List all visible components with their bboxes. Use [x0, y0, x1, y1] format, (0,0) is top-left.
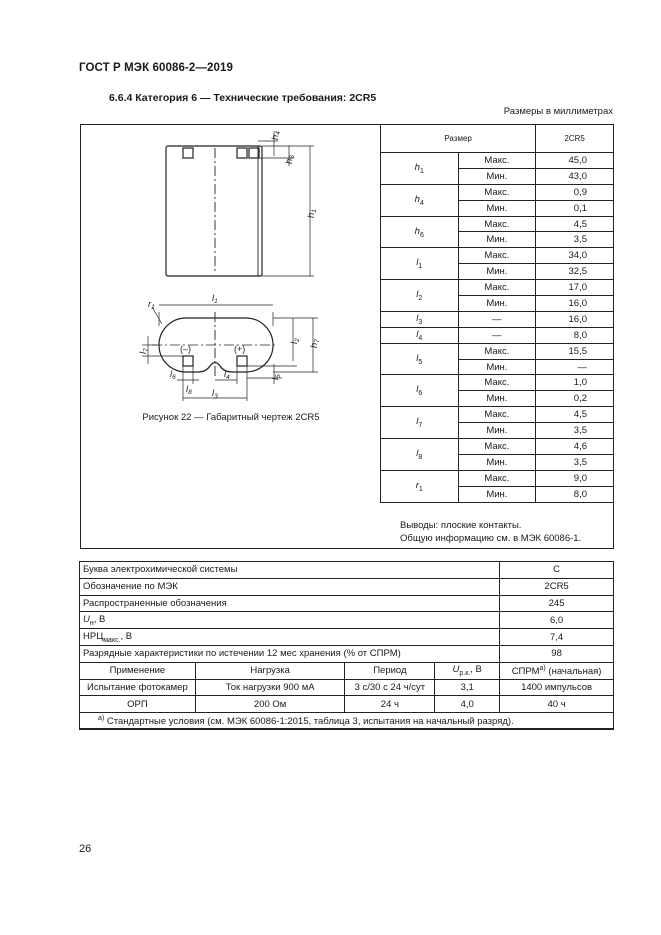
- dimension-value: 32,5: [536, 264, 614, 280]
- table-row: [381, 439, 614, 455]
- document-header: ГОСТ Р МЭК 60086-2—2019: [79, 62, 233, 74]
- limit-label: Макс.: [458, 216, 536, 232]
- dimension-symbol: $l_2$: [381, 280, 459, 312]
- svg-text:h7: $h_7$: [309, 339, 321, 348]
- limit-label: Мин.: [458, 296, 536, 312]
- limit-label: Макс.: [458, 375, 536, 391]
- page-number: 26: [79, 843, 92, 855]
- contact-right: [249, 148, 259, 158]
- limit-label: Макс.: [458, 470, 536, 486]
- table-row: $U_н$, В 6,0: [80, 612, 614, 629]
- dimension-symbol: $l_5$: [381, 343, 459, 375]
- dimension-value: 0,2: [536, 391, 614, 407]
- units-note: Размеры в миллиметрах: [503, 106, 613, 117]
- dimension-value: 16,0: [536, 296, 614, 312]
- contact-left: [183, 148, 193, 158]
- dimension-symbol: $l_7$: [381, 407, 459, 439]
- dimension-value: 1,0: [536, 375, 614, 391]
- table-row: [381, 470, 614, 486]
- table-row: [381, 327, 614, 343]
- table-row: ОРП 200 Ом 24 ч 4,0 40 ч: [80, 696, 614, 713]
- table-row: [381, 248, 614, 264]
- dimension-symbol: $l_6$: [381, 375, 459, 407]
- svg-text:l7: $l_7$: [138, 348, 150, 354]
- section-title: 6.6.4 Категория 6 — Технические требования: 2CR5: [109, 92, 377, 104]
- table-row: [381, 343, 614, 359]
- dimension-symbol: $l_1$: [381, 248, 459, 280]
- table-row: Распространенные обозначения 245: [80, 595, 614, 612]
- contact-mid: [237, 148, 247, 158]
- svg-text:h1: $h_1$: [306, 209, 318, 218]
- table-row: Испытание фотокамер Ток нагрузки 900 мА 3 с/30 с 24 ч/сут 3,1 1400 импульсов: [80, 679, 614, 696]
- limit-label: Макс.: [458, 184, 536, 200]
- limit-label: Макс.: [458, 343, 536, 359]
- col-size: Размер: [381, 125, 536, 153]
- dimension-value: 4,5: [536, 216, 614, 232]
- svg-text:l6: $l_6$: [170, 369, 176, 381]
- table-row: [381, 153, 614, 169]
- table-row: Разрядные характеристики по истечении 12 мес хранения (% от СПРМ) 98: [80, 645, 614, 662]
- limit-label: —: [458, 327, 536, 343]
- dimension-value: 0,1: [536, 200, 614, 216]
- dimension-value: 34,0: [536, 248, 614, 264]
- battery-side-view: [166, 146, 262, 276]
- dimension-symbol: $r_1$: [381, 470, 459, 502]
- dimension-value: 8,0: [536, 327, 614, 343]
- limit-label: Мин.: [458, 232, 536, 248]
- svg-text:r1: $r_1$: [148, 299, 155, 311]
- dimension-value: 9,0: [536, 470, 614, 486]
- dimension-symbol: $h_1$: [381, 153, 459, 185]
- dimension-value: 4,6: [536, 439, 614, 455]
- figure-caption: Рисунок 22 — Габаритный чертеж 2CR5: [142, 412, 320, 423]
- svg-text:l8: $l_8$: [186, 384, 192, 396]
- limit-label: Макс.: [458, 439, 536, 455]
- table-row: [381, 407, 614, 423]
- dimension-value: 16,0: [536, 311, 614, 327]
- svg-text:l3: $l_3$: [212, 388, 218, 400]
- table-row: $НРЦ_{макс.}$, В 7,4: [80, 629, 614, 646]
- dimension-value: 45,0: [536, 153, 614, 169]
- dimension-value: 15,5: [536, 343, 614, 359]
- col-type: 2CR5: [536, 125, 614, 153]
- svg-text:(–): (–): [180, 344, 191, 354]
- limit-label: Макс.: [458, 248, 536, 264]
- battery-drawing: [82, 126, 380, 411]
- dimension-symbol: $l_4$: [381, 327, 459, 343]
- svg-text:(+): (+): [234, 344, 246, 354]
- limit-label: Макс.: [458, 280, 536, 296]
- table-row: Обозначение по МЭК 2CR5: [80, 578, 614, 595]
- limit-label: Мин.: [458, 391, 536, 407]
- table-subheader-row: Применение Нагрузка Период $U_{р.к.}$, В $СПРМ^{а)}$ (начальная): [80, 662, 614, 679]
- limit-label: Мин.: [458, 486, 536, 502]
- dimension-symbol: $l_8$: [381, 439, 459, 471]
- dimension-value: 4,5: [536, 407, 614, 423]
- dimension-value: 3,5: [536, 423, 614, 439]
- limit-label: Мин.: [458, 264, 536, 280]
- dimensions-table: [380, 124, 614, 503]
- limit-label: Макс.: [458, 407, 536, 423]
- svg-text:l4: $l_4$: [224, 369, 230, 381]
- table-row: [381, 311, 614, 327]
- dimension-symbol: $h_6$: [381, 216, 459, 248]
- limit-label: —: [458, 311, 536, 327]
- limit-label: Мин.: [458, 423, 536, 439]
- limit-label: Мин.: [458, 454, 536, 470]
- dims-note: Выводы: плоские контакты. Общую информацию см. в МЭК 60086-1.: [400, 520, 582, 544]
- limit-label: Мин.: [458, 168, 536, 184]
- dimension-value: 17,0: [536, 280, 614, 296]
- table-row: [381, 216, 614, 232]
- dimension-value: 43,0: [536, 168, 614, 184]
- dimension-value: 8,0: [536, 486, 614, 502]
- table-row: Буква электрохимической системы C: [80, 562, 614, 579]
- svg-text:h4: $h_4$: [270, 131, 282, 140]
- dimension-value: 0,9: [536, 184, 614, 200]
- svg-text:l2: $l_2$: [289, 338, 301, 344]
- table-row: [381, 280, 614, 296]
- svg-text:l5: $l_5$: [270, 374, 282, 380]
- table-row: [381, 184, 614, 200]
- dimension-value: —: [536, 359, 614, 375]
- dimension-symbol: $h_4$: [381, 184, 459, 216]
- limit-label: Макс.: [458, 153, 536, 169]
- svg-text:l1: $l_1$: [212, 293, 218, 305]
- dimension-symbol: $l_3$: [381, 311, 459, 327]
- characteristics-table: [79, 561, 614, 730]
- table-row: [381, 375, 614, 391]
- dimension-value: 3,5: [536, 232, 614, 248]
- table-footnote: $^{а)}$ Стандартные условия (см. МЭК 60086-1:2015, таблица 3, испытания на начальный разряд).: [80, 713, 614, 730]
- dimension-value: 3,5: [536, 454, 614, 470]
- svg-text:h6: $h_6$: [284, 155, 296, 164]
- limit-label: Мин.: [458, 200, 536, 216]
- limit-label: Мин.: [458, 359, 536, 375]
